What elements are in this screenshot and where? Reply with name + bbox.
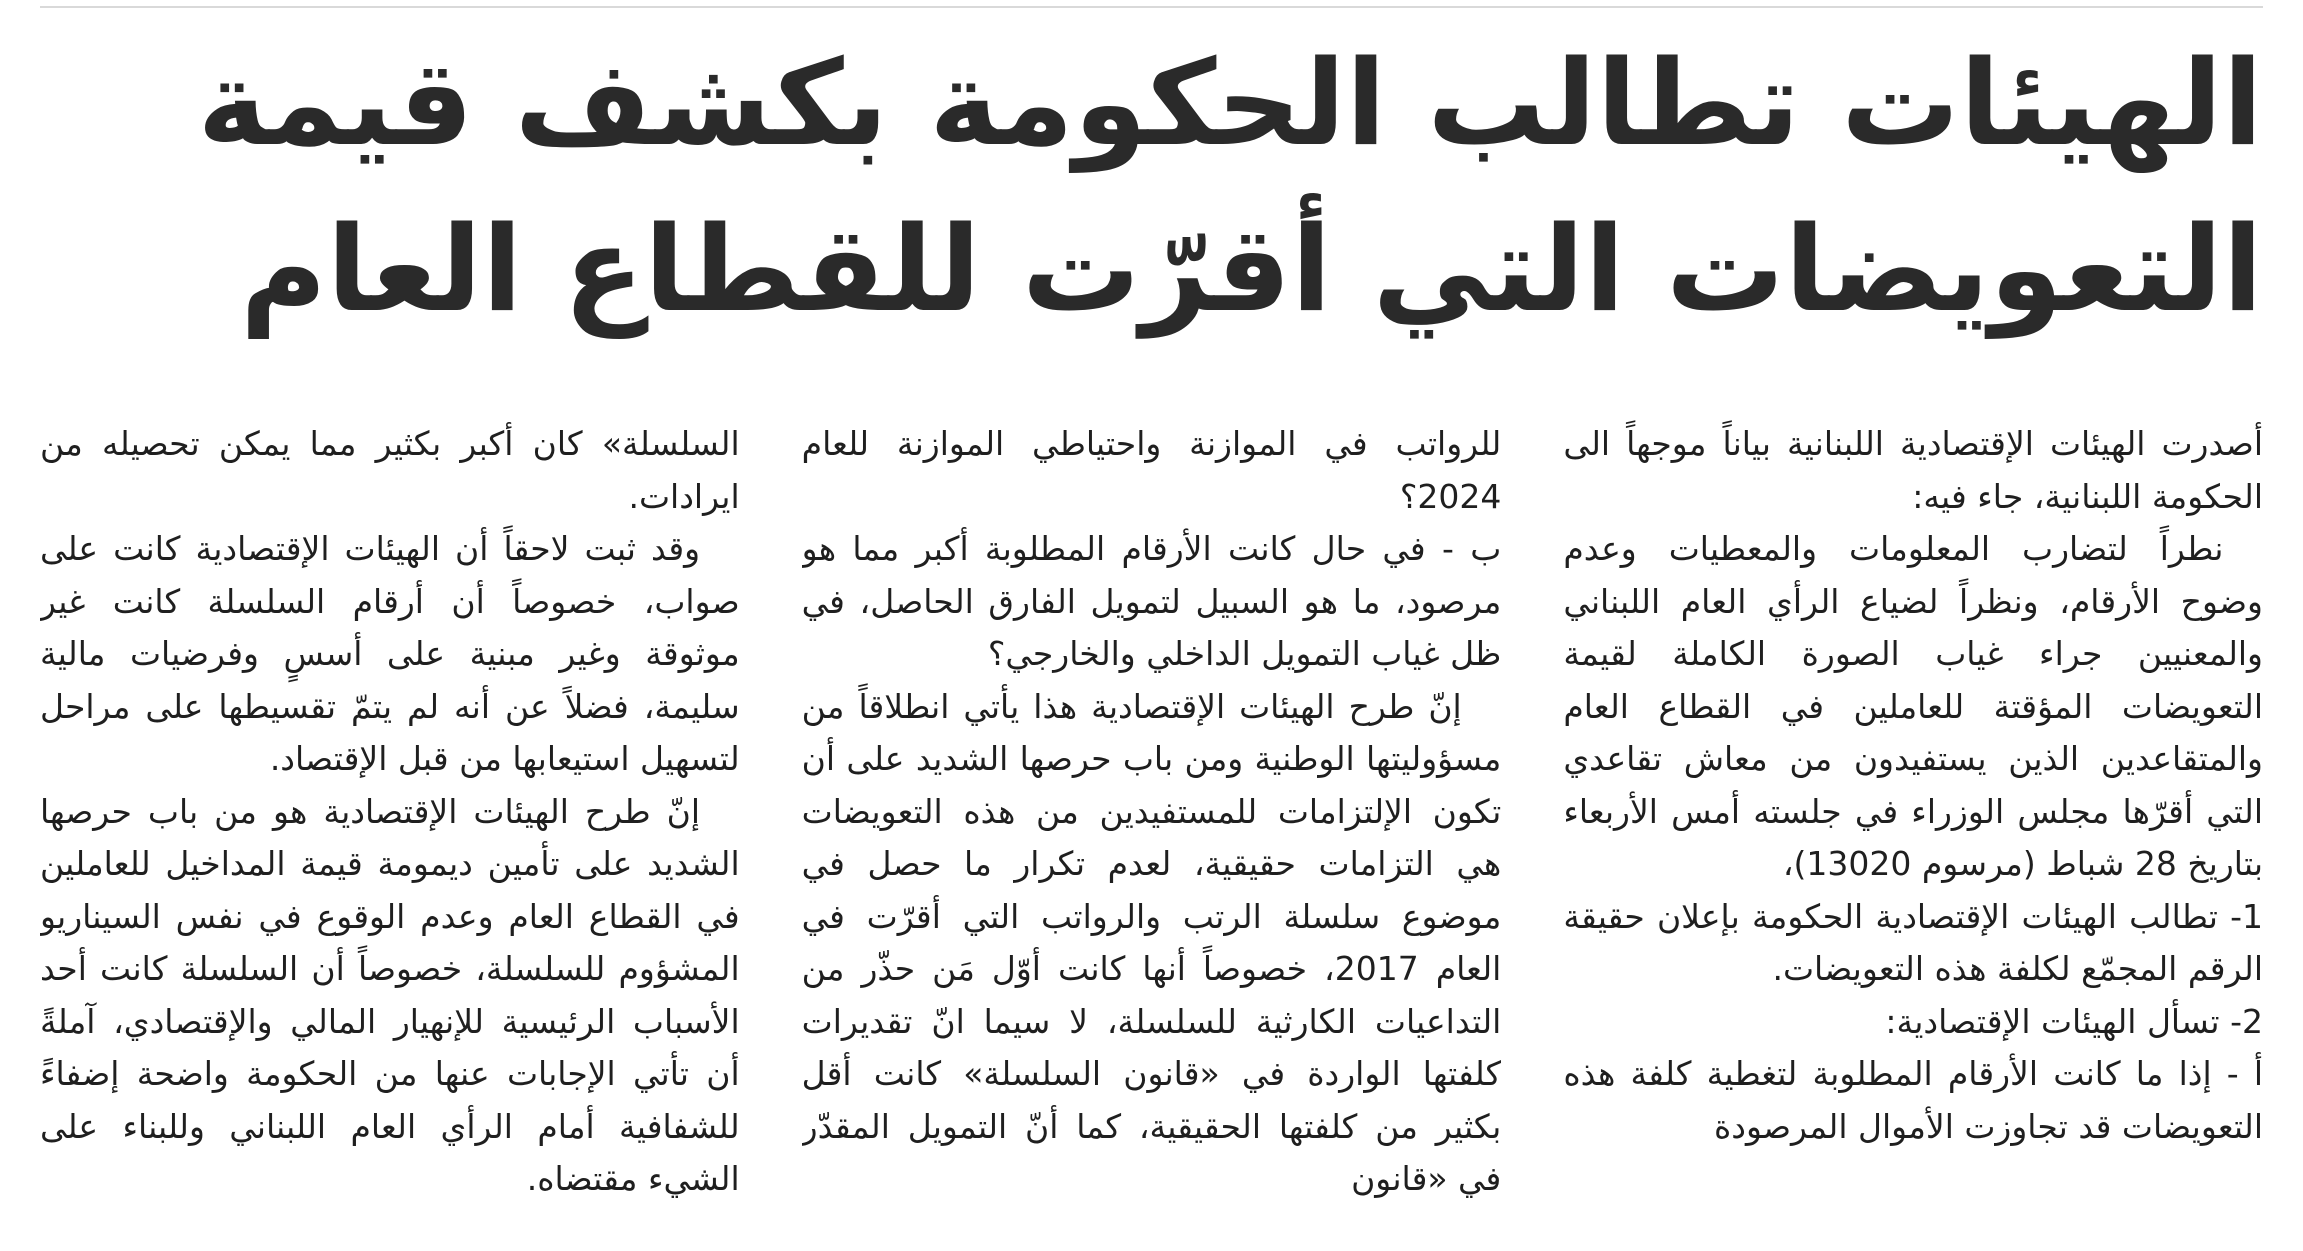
column-right bbox=[1563, 418, 2263, 1238]
headline-line-2: التعويضات التي أقرّت للقطاع العام bbox=[240, 200, 2263, 338]
paragraph: إنّ طرح الهيئات الإقتصادية هذا يأتي انطلاقاً من مسؤوليتها الوطنية ومن باب حرصها الشديد على أن تكون الإلتزامات للمستفيدين من هذه التعويضات هي التزامات حقيقية، لعدم تكرار ما حصل في موضوع سلسلة الرتب والرواتب التي أقرّت في العام 2017، خصوصاً أنها كانت أوّل مَن حذّر من التداعيات الكارثية للسلسلة، لا سيما انّ تقديرات كلفتها الواردة في «قانون السلسلة» كانت أقل بكثير من كلفتها الحقيقية، كما أنّ التمويل المقدّر في «قانون bbox=[801, 686, 1502, 1198]
paragraph: 2- تسأل الهيئات الإقتصادية: bbox=[1885, 1001, 2263, 1041]
top-divider bbox=[40, 6, 2263, 8]
paragraph: ب - في حال كانت الأرقام المطلوبة أكبر مما هو مرصود، ما هو السبيل لتمويل الفارق الحاصل، في ظل غياب التمويل الداخلي والخارجي؟ bbox=[801, 529, 1502, 673]
column-middle bbox=[802, 418, 1502, 1238]
paragraph: نطراً لتضارب المعلومات والمعطيات وعدم وضوح الأرقام، ونظراً لضياع الرأي العام اللبناني والمعنيين جراء غياب الصورة الكاملة لقيمة التعويضات المؤقتة للعاملين في القطاع العام والمتقاعدين الذين يستفيدون من معاش تقاعدي التي أقرّها مجلس الوزراء في جلسته أمس الأربعاء بتاريخ 28 شباط (مرسوم 13020)، bbox=[1563, 529, 2263, 883]
column-left bbox=[40, 418, 740, 1238]
paragraph: 1- تطالب الهيئات الإقتصادية الحكومة بإعلان حقيقة الرقم المجمّع لكلفة هذه التعويضات. bbox=[1563, 896, 2263, 988]
article-headline bbox=[40, 20, 2263, 352]
paragraph: للرواتب في الموازنة واحتياطي الموازنة للعام 2024؟ bbox=[801, 424, 1502, 516]
paragraph: إنّ طرح الهيئات الإقتصادية هو من باب حرصها الشديد على تأمين ديمومة قيمة المداخيل للعاملين في القطاع العام وعدم الوقوع في نفس السيناريو المشؤوم للسلسلة، خصوصاً أن السلسلة كانت أحد الأسباب الرئيسية للإنهيار المالي والإقتصادي، آملةً أن تأتي الإجابات عنها من الحكومة واضحة إضفاءً للشفافية أمام الرأي العام اللبناني وللبناء على الشيء مقتضاه. bbox=[39, 791, 740, 1198]
paragraph: وقد ثبت لاحقاً أن الهيئات الإقتصادية كانت على صواب، خصوصاً أن أرقام السلسلة كانت غير موثوقة وغير مبنية على أسسٍ وفرضيات مالية سليمة، فضلاً عن أنه لم يتمّ تقسيطها على مراحل لتسهيل استيعابها من قبل الإقتصاد. bbox=[39, 529, 740, 778]
paragraph: السلسلة» كان أكبر بكثير مما يمكن تحصيله من ايرادات. bbox=[39, 424, 740, 516]
article-body bbox=[40, 418, 2263, 1238]
paragraph: أ - إذا ما كانت الأرقام المطلوبة لتغطية كلفة هذه التعويضات قد تجاوزت الأموال المرصودة bbox=[1563, 1054, 2263, 1146]
headline-line-1: الهيئات تطالب الحكومة بكشف قيمة bbox=[197, 34, 2263, 172]
paragraph: أصدرت الهيئات الإقتصادية اللبنانية بياناً موجهاً الى الحكومة اللبنانية، جاء فيه: bbox=[1563, 424, 2263, 516]
